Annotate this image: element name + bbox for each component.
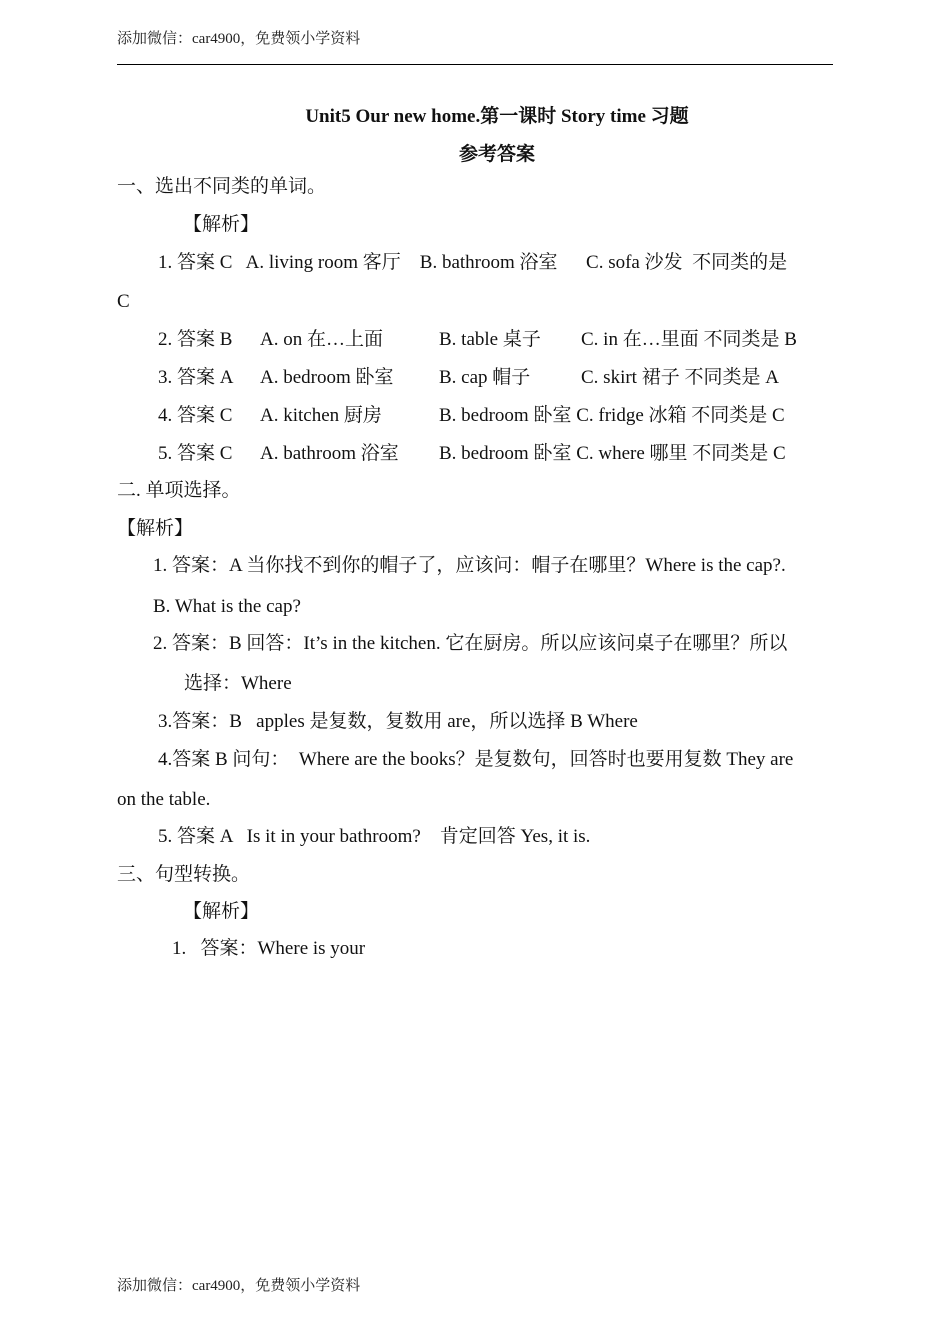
section3-heading: 三、句型转换。	[117, 864, 251, 885]
section1-answer-3-a: A. bedroom 卧室	[260, 367, 394, 388]
section2-answer-4: 4.答案 B 问句： Where are the books？是复数句，回答时也要用复数 They are	[158, 749, 794, 770]
section2-heading: 二. 单项选择。	[117, 480, 241, 501]
section1-heading: 一、选出不同类的单词。	[117, 176, 327, 197]
section3-answer-1: 1. 答案：Where is your	[172, 938, 366, 959]
section1-answer-2-a: A. on 在…上面	[260, 329, 383, 350]
footer-note: 添加微信：car4900，免费领小学资料	[117, 1278, 361, 1294]
section1-analysis-label: 【解析】	[183, 214, 260, 235]
section1-answer-2-key: 2. 答案 B	[158, 329, 233, 350]
section1-answer-4-key: 4. 答案 C	[158, 405, 233, 426]
section1-answer-5-a: A. bathroom 浴室	[260, 443, 399, 464]
section2-answer-1: 1. 答案：A 当你找不到你的帽子了，应该问：帽子在哪里？Where is the cap?.	[153, 555, 786, 576]
section1-answer-4-a: A. kitchen 厨房	[260, 405, 382, 426]
document-title: Unit5 Our new home.第一课时 Story time 习题	[305, 106, 689, 127]
section2-analysis-label: 【解析】	[117, 518, 194, 539]
section2-answer-3: 3.答案：B apples 是复数，复数用 are，所以选择 B Where	[158, 711, 638, 732]
section1-answer-2-c: C. in 在…里面 不同类是 B	[581, 329, 797, 350]
section1-answer-2-b: B. table 桌子	[439, 329, 541, 350]
header-divider	[117, 64, 833, 65]
section1-answer-3-b: B. cap 帽子	[439, 367, 531, 388]
section2-answer-5: 5. 答案 A Is it in your bathroom? 肯定回答 Yes, it is.	[158, 826, 591, 847]
document-subtitle: 参考答案	[458, 144, 535, 165]
section1-answer-1-cont: C	[117, 291, 130, 312]
section3-analysis-label: 【解析】	[183, 901, 260, 922]
section2-answer-1-cont: B. What is the cap?	[153, 596, 301, 617]
section1-answer-4-b: B. bedroom 卧室 C. fridge 冰箱 不同类是 C	[439, 405, 785, 426]
section1-answer-1: 1. 答案 C A. living room 客厅 B. bathroom 浴室 C. sofa 沙发 不同类的是	[158, 252, 788, 273]
header-note: 添加微信：car4900，免费领小学资料	[117, 31, 361, 47]
section1-answer-5-b: B. bedroom 卧室 C. where 哪里 不同类是 C	[439, 443, 786, 464]
section1-answer-3-key: 3. 答案 A	[158, 367, 234, 388]
section2-answer-2: 2. 答案：B 回答：It’s in the kitchen. 它在厨房。所以应该问桌子在哪里？所以	[153, 633, 788, 654]
section2-answer-4-cont: on the table.	[117, 789, 211, 810]
section1-answer-3-c: C. skirt 裙子 不同类是 A	[581, 367, 779, 388]
section1-answer-5-key: 5. 答案 C	[158, 443, 233, 464]
section2-answer-2-cont: 选择：Where	[184, 673, 292, 694]
